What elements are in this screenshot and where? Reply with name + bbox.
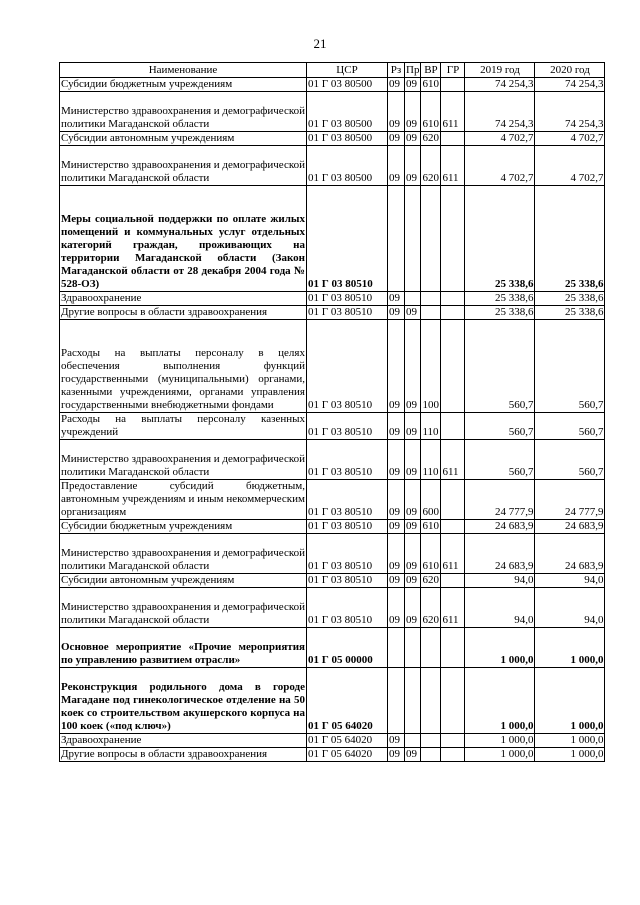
table-cell-vr [421,628,441,668]
table-cell-rz: 09 [388,574,405,588]
table-cell-2020: 1 000,0 [535,748,605,762]
table-cell-2019: 25 338,6 [465,292,535,306]
table-cell-name: Расходы на выплаты персоналу в целях обеспечения выполнения функций государственными (муниципальными) органами, казенными учреждениями, органами управления государственными внебюджетными фондами [60,320,307,413]
table-cell-pr [405,292,421,306]
table-cell-2019: 1 000,0 [465,734,535,748]
table-cell-vr: 610 [422,520,439,532]
table-cell-name: Другие вопросы в области здравоохранения [60,748,307,762]
budget-table [59,62,605,762]
header-vr: ВР [421,63,441,78]
table-cell-vr: 610 [421,534,441,574]
table-cell-name: Другие вопросы в области здравоохранения [60,306,307,320]
table-row [60,320,605,413]
table-cell-2020: 1 000,0 [535,628,605,668]
table-cell-csr: 01 Г 03 80510 [307,413,388,440]
table-cell-name: Субсидии бюджетным учреждениям [60,78,307,92]
table-cell-pr [405,668,421,734]
table-cell-pr: 09 [405,480,421,520]
table-row [60,734,605,748]
table-row [60,132,605,146]
table-cell-pr: 09 [405,78,421,92]
table-cell-csr: 01 Г 05 00000 [307,628,388,668]
table-cell-2019: 94,0 [465,588,535,628]
table-cell-rz [388,668,405,734]
table-cell-csr: 01 Г 03 80510 [307,186,388,292]
table-cell-csr: 01 Г 03 80500 [307,78,388,92]
table-cell-gr [441,78,465,92]
table-cell-gr [441,574,465,588]
table-cell-rz [388,628,405,668]
table-cell-vr: 610 [421,92,441,132]
table-cell-2020: 1 000,0 [535,734,605,748]
table-cell-vr [421,292,441,306]
table-cell-gr [441,186,465,292]
table-cell-2019: 74 254,3 [465,92,535,132]
table-cell-name: Здравоохранение [60,734,307,748]
table-cell-name: Предоставление субсидий бюджетным, автономным учреждениям и иным некоммерческим организациям [61,480,305,518]
table-header-row [60,63,605,78]
table-row [60,92,605,132]
table-cell-pr: 09 [405,748,421,762]
table-cell-gr [441,413,465,440]
table-cell-pr: 09 [405,146,421,186]
table-cell-csr: 01 Г 03 80510 [307,292,388,306]
table-cell-gr [441,292,465,306]
table-cell-2019: 24 777,9 [465,480,535,520]
table-cell-gr [441,320,465,413]
table-cell-2019: 1 000,0 [465,748,535,762]
table-cell-csr: 01 Г 05 64020 [307,748,388,762]
table-cell-2020: 4 702,7 [535,146,605,186]
table-cell-csr: 01 Г 03 80500 [307,92,388,132]
table-cell-rz: 09 [388,520,405,534]
table-row [60,748,605,762]
table-cell-gr: 611 [441,534,465,574]
table-cell-2020: 74 254,3 [535,92,605,132]
table-cell-vr: 620 [421,146,441,186]
table-cell-rz: 09 [388,748,405,762]
table-cell-2019: 4 702,7 [465,132,535,146]
table-cell-pr: 09 [405,440,421,480]
table-body [60,78,605,762]
table-cell-2020: 24 683,9 [535,520,605,534]
table-cell-2020: 560,7 [535,413,605,440]
table-cell-csr: 01 Г 03 80510 [307,574,388,588]
table-cell-rz: 09 [388,588,405,628]
table-cell-rz [388,186,405,292]
table-cell-csr: 01 Г 03 80510 [307,480,388,520]
header-csr: ЦСР [307,63,388,78]
table-cell-2020: 560,7 [535,440,605,480]
table-cell-2020: 1 000,0 [535,668,605,734]
table-cell-2020: 560,7 [535,320,605,413]
table-cell-name: Субсидии автономным учреждениям [60,132,307,146]
table-cell-2019: 25 338,6 [465,306,535,320]
table-cell-rz: 09 [388,734,405,748]
table-row [60,292,605,306]
table-cell-name: Министерство здравоохранения и демографической политики Магаданской области [60,146,307,186]
table-cell-csr: 01 Г 03 80510 [307,534,388,574]
table-cell-csr: 01 Г 03 80500 [307,146,388,186]
table-cell-name: Реконструкция родильного дома в городе Магадане под гинекологическое отделение на 50 коек со строительством акушерского корпуса на 100 коек («под ключ») [60,668,307,734]
table-cell-gr: 611 [441,92,465,132]
table-cell-vr [421,306,441,320]
table-cell-csr: 01 Г 03 80510 [307,588,388,628]
table-cell-gr [441,748,465,762]
table-row [60,534,605,574]
table-row [60,186,605,292]
table-cell-name: Министерство здравоохранения и демографической политики Магаданской области [60,92,307,132]
table-cell-gr [441,628,465,668]
table-cell-2019: 74 254,3 [465,78,535,92]
table-cell-vr [421,186,441,292]
table-cell-gr [441,480,465,520]
table-cell-name: Меры социальной поддержки по оплате жилых помещений и коммунальных услуг отдельных категорий граждан, проживающих на территории Магаданской области (Закон Магаданской области от 28 декабря 2004 года № 528-ОЗ) [60,186,307,292]
table-cell-gr [441,734,465,748]
table-cell-2019: 25 338,6 [465,186,535,292]
table-cell-pr: 09 [405,306,421,320]
table-row [60,588,605,628]
table-cell-vr: 100 [421,320,441,413]
table-cell-name: Расходы на выплаты персоналу казенных учреждений [61,413,305,438]
table-cell-gr: 611 [441,146,465,186]
table-cell-vr [421,668,441,734]
table-cell-2020: 24 777,9 [535,480,605,520]
table-cell-vr: 110 [421,413,441,440]
table-cell-vr: 620 [422,132,439,144]
header-2020: 2020 год [535,63,605,78]
table-cell-pr [405,734,421,748]
header-2019: 2019 год [465,63,535,78]
page-number: 21 [313,36,327,51]
table-row [60,668,605,734]
table-cell-pr: 09 [405,588,421,628]
table-cell-2019: 1 000,0 [465,628,535,668]
table-cell-rz: 09 [388,146,405,186]
table-cell-2019: 24 683,9 [465,520,535,534]
table-cell-gr [441,520,465,534]
table-cell-pr: 09 [405,320,421,413]
table-row [60,306,605,320]
table-cell-2020: 25 338,6 [535,292,605,306]
table-cell-2019: 4 702,7 [465,146,535,186]
table-cell-vr: 620 [422,574,439,586]
table-row [60,440,605,480]
table-cell-2020: 94,0 [535,588,605,628]
table-row [60,146,605,186]
table-cell-csr: 01 Г 03 80510 [307,520,388,534]
table-cell-name: Субсидии автономным учреждениям [60,574,307,588]
table-cell-csr: 01 Г 03 80510 [307,440,388,480]
table-cell-name: Министерство здравоохранения и демографической политики Магаданской области [60,588,307,628]
table-cell-name: Здравоохранение [60,292,307,306]
table-cell-rz: 09 [388,306,405,320]
table-cell-rz: 09 [388,78,405,92]
table-cell-rz: 09 [388,92,405,132]
table-row [60,520,605,534]
table-cell-pr: 09 [405,132,421,146]
table-cell-rz: 09 [388,292,405,306]
table-cell-vr [421,734,441,748]
table-cell-csr: 01 Г 05 64020 [307,668,388,734]
header-name: Наименование [60,63,307,78]
table-cell-2019: 560,7 [465,413,535,440]
header-pr: Пр [406,63,420,76]
table-cell-gr [441,306,465,320]
table-cell-pr: 09 [405,413,421,440]
table-cell-gr: 611 [441,588,465,628]
table-cell-vr: 610 [422,78,439,90]
table-cell-2019: 24 683,9 [465,534,535,574]
table-cell-csr: 01 Г 03 80510 [307,320,388,413]
table-cell-2020: 24 683,9 [535,534,605,574]
table-cell-pr: 09 [405,574,421,588]
table-cell-2020: 25 338,6 [535,186,605,292]
table-cell-2019: 1 000,0 [465,668,535,734]
table-cell-pr: 09 [405,520,421,534]
table-cell-2020: 4 702,7 [535,132,605,146]
table-row [60,574,605,588]
table-cell-vr: 110 [421,440,441,480]
table-cell-name: Министерство здравоохранения и демографической политики Магаданской области [60,440,307,480]
table-cell-rz: 09 [388,440,405,480]
table-cell-vr: 620 [421,588,441,628]
table-row [60,413,605,440]
table-cell-pr [405,186,421,292]
table-cell-name: Министерство здравоохранения и демографической политики Магаданской области [60,534,307,574]
table-cell-pr: 09 [405,534,421,574]
table-cell-gr [441,668,465,734]
table-cell-rz: 09 [388,132,405,146]
table-cell-gr: 611 [441,440,465,480]
table-row [60,628,605,668]
table-cell-csr: 01 Г 03 80500 [307,132,388,146]
table-cell-name: Основное мероприятие «Прочие мероприятия по управлению развитием отрасли» [60,628,307,668]
table-cell-rz: 09 [388,320,405,413]
table-cell-csr: 01 Г 05 64020 [307,734,388,748]
table-cell-rz: 09 [388,480,405,520]
table-cell-csr: 01 Г 03 80510 [307,306,388,320]
table-row [60,78,605,92]
header-gr: ГР [441,63,465,78]
table-cell-2019: 560,7 [465,320,535,413]
table-row [60,480,605,520]
table-cell-gr [441,132,465,146]
table-cell-pr: 09 [405,92,421,132]
table-cell-2019: 560,7 [465,440,535,480]
table-cell-pr [405,628,421,668]
table-cell-vr: 600 [421,480,441,520]
table-cell-2020: 94,0 [535,574,605,588]
table-cell-rz: 09 [388,413,405,440]
table-cell-2020: 25 338,6 [535,306,605,320]
table-cell-2019: 94,0 [465,574,535,588]
table-cell-name: Субсидии бюджетным учреждениям [60,520,307,534]
header-rz: Рз [388,63,405,78]
table-cell-vr [421,748,441,762]
table-cell-2020: 74 254,3 [535,78,605,92]
table-cell-rz: 09 [388,534,405,574]
